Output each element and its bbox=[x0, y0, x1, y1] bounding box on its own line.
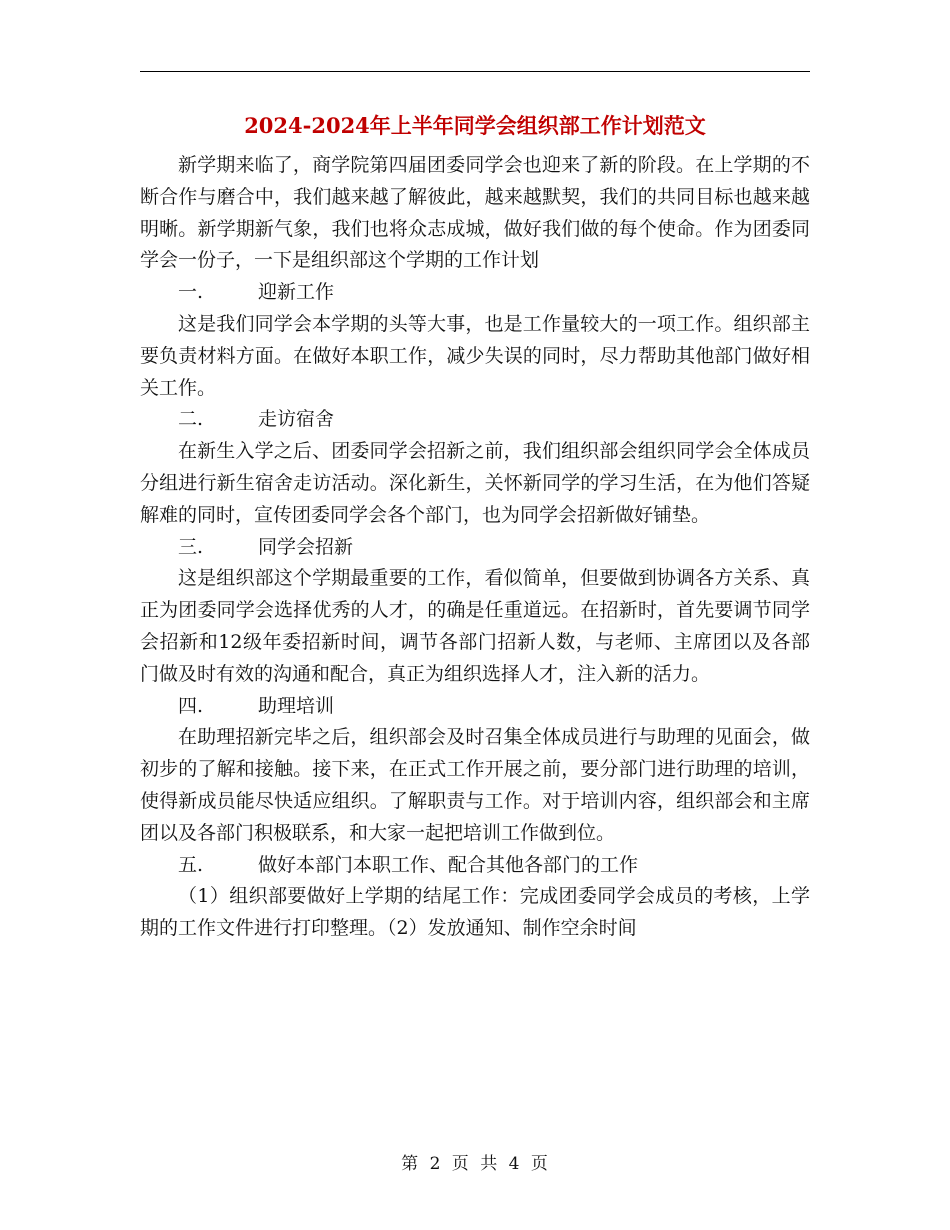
section-number: 三. bbox=[178, 535, 204, 558]
section-number: 四. bbox=[178, 694, 204, 717]
section-heading-3 bbox=[140, 532, 810, 564]
page-footer: 第 2 页 共 4 页 bbox=[401, 1154, 549, 1174]
section-heading-text: 迎新工作 bbox=[258, 281, 335, 304]
section-paragraph-1: 这是我们同学会本学期的头等大事，也是工作量较大的一项工作。组织部主要负责材料方面。在做好本职工作，减少失误的同时，尽力帮助其他部门做好相关工作。 bbox=[140, 312, 810, 399]
section-paragraph-3: 这是组织部这个学期最重要的工作，看似简单，但要做到协调各方关系、真正为团委同学会选择优秀的人才，的确是任重道远。在招新时，首先要调节同学会招新和12级年委招新时间，调节各部门招新人数，与老师、主席团以及各部门做及时有效的沟通和配合，真正为组织选择人才，注入新的活力。 bbox=[140, 567, 810, 685]
document-body bbox=[140, 150, 810, 945]
section-heading-text: 助理培训 bbox=[258, 694, 335, 717]
section-heading-text: 同学会招新 bbox=[258, 535, 354, 558]
section-heading-text: 做好本部门本职工作、配合其他各部门的工作 bbox=[258, 853, 639, 876]
intro-paragraph: 新学期来临了，商学院第四届团委同学会也迎来了新的阶段。在上学期的不断合作与磨合中，我们越来越了解彼此，越来越默契，我们的共同目标也越来越明晰。新学期新气象，我们也将众志成城，做好我们做的每个使命。作为团委同学会一份子，一下是组织部这个学期的工作计划 bbox=[140, 154, 810, 272]
header-rule bbox=[140, 71, 810, 72]
section-heading-1 bbox=[140, 277, 810, 309]
section-paragraph-2: 在新生入学之后、团委同学会招新之前，我们组织部会组织同学会全体成员分组进行新生宿舍走访活动。深化新生，关怀新同学的学习生活，在为他们答疑解难的同时，宣传团委同学会各个部门，也为同学会招新做好铺垫。 bbox=[140, 440, 810, 526]
section-heading-4 bbox=[140, 691, 810, 723]
section-heading-text: 走访宿舍 bbox=[258, 408, 335, 431]
section-paragraph-4: 在助理招新完毕之后，组织部会及时召集全体成员进行与助理的见面会，做初步的了解和接触。接下来，在正式工作开展之前，要分部门进行助理的培训，使得新成员能尽快适应组织。了解职责与工作。对于培训内容，组织部会和主席团以及各部门积极联系，和大家一起把培训工作做到位。 bbox=[140, 726, 810, 844]
document-title: 2024-2024年上半年同学会组织部工作计划范文 bbox=[244, 113, 706, 138]
section-number: 二. bbox=[178, 408, 204, 431]
section-heading-2 bbox=[140, 404, 810, 436]
section-paragraph-5: （1）组织部要做好上学期的结尾工作：完成团委同学会成员的考核，上学期的工作文件进行打印整理。（2）发放通知、制作空余时间 bbox=[140, 885, 810, 940]
section-heading-5 bbox=[140, 850, 810, 882]
section-number: 五. bbox=[178, 853, 204, 876]
section-number: 一. bbox=[178, 281, 204, 304]
